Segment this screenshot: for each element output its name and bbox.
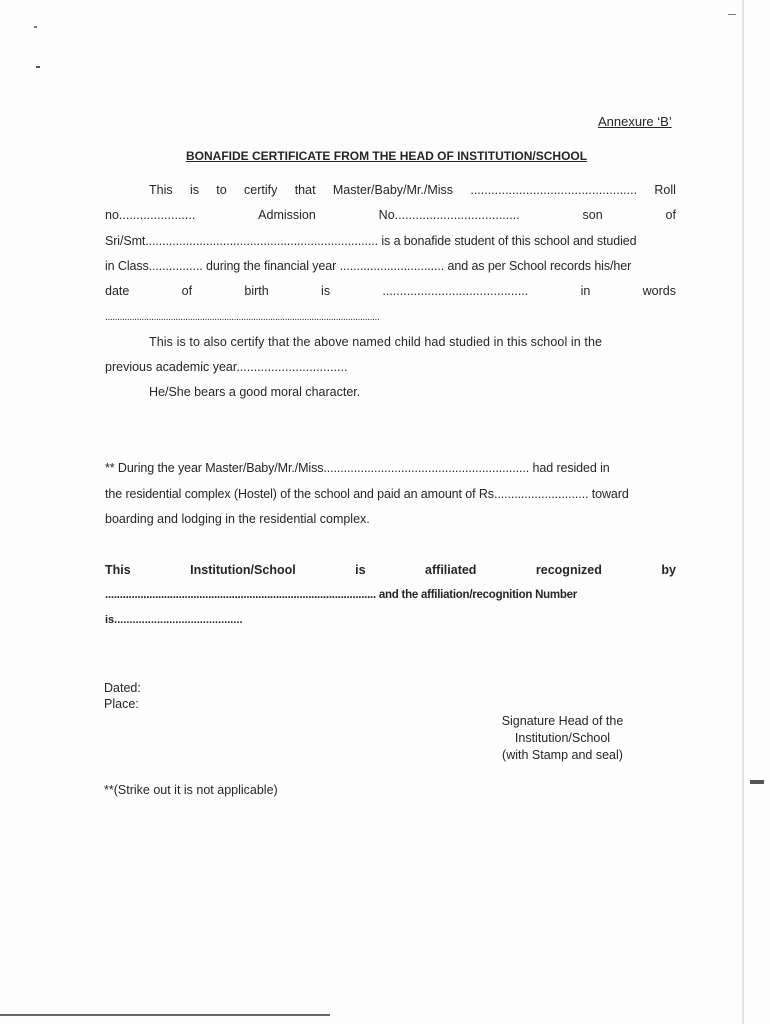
word: Institution/School bbox=[190, 563, 296, 577]
annexure-label: Annexure ‘B’ bbox=[598, 114, 672, 129]
para5-line1 bbox=[105, 562, 676, 578]
word: affiliated bbox=[425, 563, 477, 577]
word: Roll bbox=[654, 183, 676, 197]
scan-mark bbox=[36, 66, 40, 68]
para1-line3: Sri/Smt..................................................................... is a bonafide student of this school and studied bbox=[105, 234, 637, 248]
word: This bbox=[105, 563, 131, 577]
para1-line5 bbox=[105, 283, 676, 299]
certificate-title: BONAFIDE CERTIFICATE FROM THE HEAD OF INSTITUTION/SCHOOL bbox=[186, 149, 588, 163]
para1-line4: in Class................ during the financial year ............................... and as per School records his/her bbox=[105, 259, 632, 273]
blank-dob: .......................................... bbox=[382, 284, 529, 298]
signature-block bbox=[480, 713, 645, 764]
para5-line2: ............................................................................................ and the affiliation/recognition Number bbox=[105, 589, 578, 601]
word: certify bbox=[244, 183, 278, 197]
word: is bbox=[321, 284, 331, 298]
para2-line1: This is to also certify that the above named child had studied in this school in the bbox=[149, 335, 603, 349]
word: This bbox=[149, 183, 173, 197]
blank-name: ................................................ bbox=[470, 183, 638, 197]
word: of bbox=[181, 284, 193, 298]
signature-line3: (with Stamp and seal) bbox=[502, 748, 623, 762]
para1-line2 bbox=[105, 207, 676, 223]
place-label: Place: bbox=[104, 697, 139, 711]
word: son bbox=[582, 208, 603, 222]
word: in bbox=[580, 284, 591, 298]
scan-mark bbox=[0, 1014, 330, 1016]
word: Admission bbox=[258, 208, 316, 222]
word: by bbox=[661, 563, 676, 577]
para5-line3: is.......................................... bbox=[105, 614, 243, 626]
scan-mark bbox=[742, 0, 744, 1024]
word: recognized bbox=[535, 563, 602, 577]
word: words bbox=[642, 284, 676, 298]
para4-line1: ** During the year Master/Baby/Mr./Miss............................................................. had resided in bbox=[105, 461, 610, 475]
word: to bbox=[216, 183, 227, 197]
word: Master/Baby/Mr./Miss bbox=[332, 183, 454, 197]
scan-mark bbox=[34, 26, 37, 28]
word: is bbox=[355, 563, 366, 577]
moral-character-statement: He/She bears a good moral character. bbox=[149, 385, 361, 399]
blank-dob-words: ................................................................................................................. bbox=[105, 312, 380, 323]
word: that bbox=[294, 183, 316, 197]
blank-admission-no: No.................................... bbox=[378, 208, 520, 222]
strike-out-note: **(Strike out it is not applicable) bbox=[104, 783, 278, 797]
blank-roll-no: no...................... bbox=[105, 208, 196, 222]
para2-line2: previous academic year................................ bbox=[105, 360, 348, 374]
word: date bbox=[105, 284, 130, 298]
para4-line3: boarding and lodging in the residential complex. bbox=[105, 512, 370, 526]
scan-mark bbox=[750, 780, 764, 784]
scan-mark bbox=[728, 14, 736, 15]
dated-label: Dated: bbox=[104, 681, 141, 695]
para4-line2: the residential complex (Hostel) of the school and paid an amount of Rs............................ toward bbox=[105, 487, 629, 501]
word: of bbox=[665, 208, 676, 222]
para1-line1 bbox=[149, 182, 676, 198]
word: is bbox=[189, 183, 199, 197]
word: birth bbox=[244, 284, 269, 298]
signature-line2: Institution/School bbox=[514, 731, 611, 745]
signature-line1: Signature Head of the bbox=[501, 714, 624, 728]
